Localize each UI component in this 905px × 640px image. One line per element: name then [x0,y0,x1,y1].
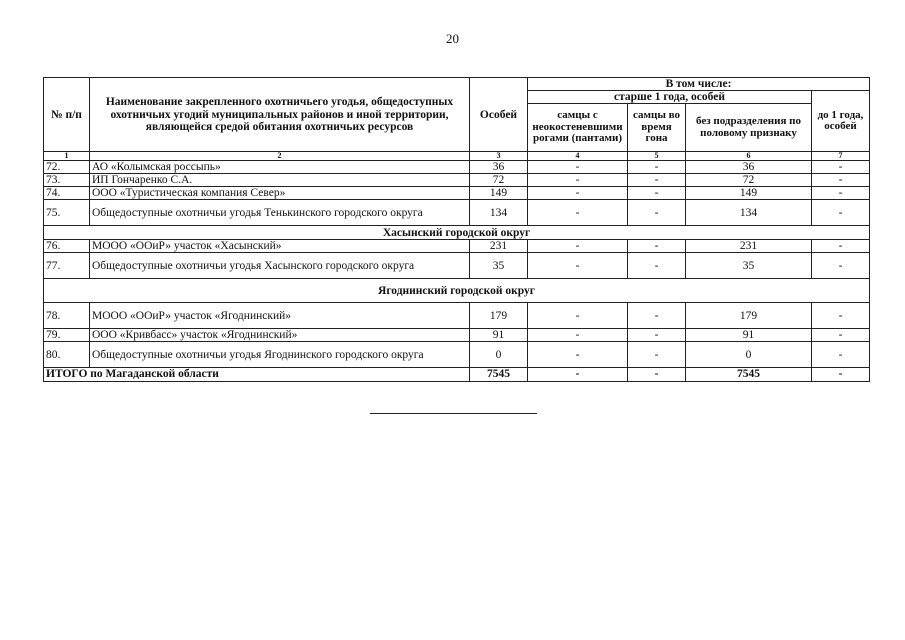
row-name: АО «Колымская россыпь» [90,161,470,174]
row-total: 72 [470,174,528,187]
row-c6: 0 [686,342,812,368]
row-total: 231 [470,240,528,253]
row-c6: 91 [686,329,812,342]
row-name: ИП Гончаренко С.А. [90,174,470,187]
row-name: Общедоступные охотничьи угодья Ягоднинского городского округа [90,342,470,368]
row-c6: 134 [686,200,812,226]
header-num: № п/п [44,78,90,152]
column-number: 4 [528,152,628,161]
row-c6: 231 [686,240,812,253]
row-c7: - [812,161,870,174]
row-c7: - [812,200,870,226]
column-number: 1 [44,152,90,161]
header-no-sex: без подразделения по половому признаку [686,104,812,152]
row-c5: - [628,253,686,279]
table-row [44,329,870,342]
row-name: МООО «ООиР» участок «Хасынский» [90,240,470,253]
page-number: 20 [446,31,459,46]
row-c4: - [528,342,628,368]
row-c7: - [812,174,870,187]
row-name: ООО «Туристическая компания Север» [90,187,470,200]
total-c5: - [628,368,686,381]
row-c7: - [812,240,870,253]
header-under-one: до 1 года, особей [812,91,870,152]
header-older: старше 1 года, особей [528,91,812,104]
row-c5: - [628,200,686,226]
column-number: 3 [470,152,528,161]
row-number: 77. [44,253,90,279]
row-total: 149 [470,187,528,200]
row-number: 80. [44,342,90,368]
total-c4: - [528,368,628,381]
row-number: 76. [44,240,90,253]
row-c6: 72 [686,174,812,187]
row-c4: - [528,161,628,174]
row-c4: - [528,253,628,279]
row-c5: - [628,342,686,368]
table-row [44,253,870,279]
row-name: Общедоступные охотничьи угодья Хасынского городского округа [90,253,470,279]
header-name: Наименование закрепленного охотничьего угодья, общедоступных охотничьих угодий муниципальных районов и иной территории, являющейся средой обитания охотничьих ресурсов [90,78,470,152]
row-total: 179 [470,303,528,329]
row-c4: - [528,329,628,342]
table-row [44,342,870,368]
row-total: 0 [470,342,528,368]
row-c6: 149 [686,187,812,200]
row-number: 72. [44,161,90,174]
table-row [44,240,870,253]
row-c7: - [812,187,870,200]
header-males-rut: самцы во время гона [628,104,686,152]
row-total: 134 [470,200,528,226]
footer-divider [370,413,537,414]
column-number: 7 [812,152,870,161]
table-row [44,174,870,187]
row-c4: - [528,187,628,200]
total-c6: 7545 [686,368,812,381]
row-number: 78. [44,303,90,329]
row-name: Общедоступные охотничьи угодья Тенькинского городского округа [90,200,470,226]
column-number: 2 [90,152,470,161]
row-c6: 179 [686,303,812,329]
row-c5: - [628,303,686,329]
table-row [44,200,870,226]
row-c4: - [528,303,628,329]
row-c4: - [528,240,628,253]
row-total: 91 [470,329,528,342]
row-c6: 35 [686,253,812,279]
header-males-antlers: самцы с неокостеневшими рогами (пантами) [528,104,628,152]
row-total: 35 [470,253,528,279]
table-row [44,161,870,174]
region-row [44,226,870,240]
row-c5: - [628,161,686,174]
total-c7: - [812,368,870,381]
row-number: 73. [44,174,90,187]
row-c6: 36 [686,161,812,174]
row-total: 36 [470,161,528,174]
row-name: МООО «ООиР» участок «Ягоднинский» [90,303,470,329]
header-total: Особей [470,78,528,152]
hunting-resources-table [43,77,870,382]
row-c5: - [628,329,686,342]
row-number: 74. [44,187,90,200]
row-c7: - [812,303,870,329]
region-title: Ягоднинский городской округ [44,279,870,303]
header-including: В том числе: [528,78,870,91]
row-number: 79. [44,329,90,342]
column-number: 6 [686,152,812,161]
region-row [44,279,870,303]
row-number: 75. [44,200,90,226]
row-c7: - [812,253,870,279]
column-number: 5 [628,152,686,161]
region-title: Хасынский городской округ [44,226,870,240]
column-number-row [44,152,870,161]
row-c5: - [628,187,686,200]
total-value: 7545 [470,368,528,381]
row-c5: - [628,174,686,187]
row-name: ООО «Кривбасс» участок «Ягоднинский» [90,329,470,342]
total-label: ИТОГО по Магаданской области [44,368,470,381]
row-c4: - [528,174,628,187]
row-c7: - [812,329,870,342]
row-c5: - [628,240,686,253]
row-c4: - [528,200,628,226]
total-row [44,368,870,381]
table-row [44,187,870,200]
table-row [44,303,870,329]
row-c7: - [812,342,870,368]
